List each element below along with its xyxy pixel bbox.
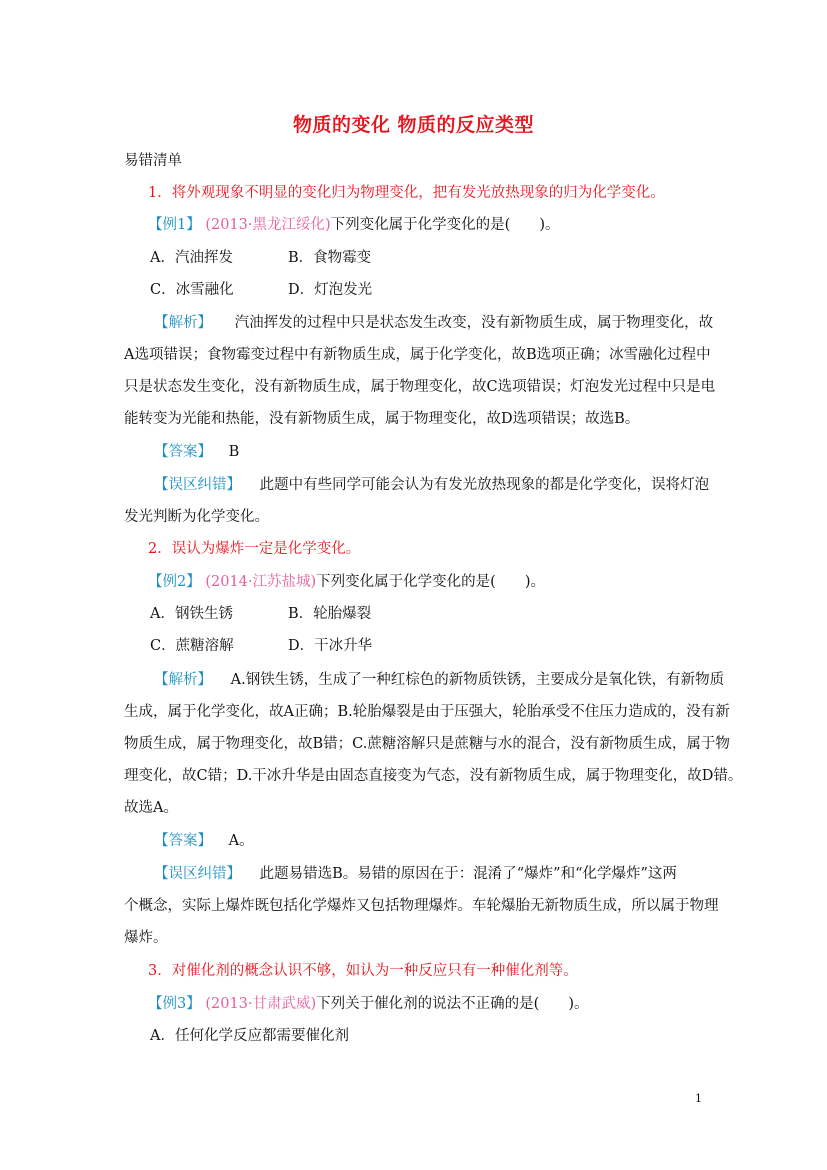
option-c: C．冰雪融化 [150,282,234,298]
item-1-analysis-line-1 [154,313,713,333]
item-2-analysis-line-2: 生成，属于化学变化，故A正确；B.轮胎爆裂是由于压强大，轮胎承受不住压力造成的，没有新 [124,704,730,720]
item-1-heading: 1．将外观现象不明显的变化归为物理变化，把有发光放热现象的归为化学变化。 [148,185,665,201]
option-a: A．钢铁生锈 [150,606,233,622]
answer-value: A。 [228,833,254,849]
option-d: D．干冰升华 [288,638,373,654]
example-question: 下列变化属于化学变化的是( )。 [330,217,560,233]
item-1-mistake-line-1 [154,475,709,495]
page-number: 1 [695,1092,702,1105]
analysis-tag: 【解析】 [154,672,212,688]
item-1-options-row-2 [150,280,372,300]
subtitle: 易错清单 [124,153,182,169]
option-d: D．灯泡发光 [288,282,373,298]
example-tag: 【例3】 [148,996,201,1012]
item-2-analysis-line-3: 物质生成，属于物理变化，故B错；C.蔗糖溶解只是蔗糖与水的混合，没有新物质生成，属于物 [124,736,730,752]
example-source: (2014·江苏盐城) [205,574,317,590]
example-tag: 【例1】 [148,217,201,233]
mistake-tag: 【误区纠错】 [154,866,241,882]
option-b: B．食物霉变 [288,250,372,266]
item-2-options-row-2 [150,636,372,656]
option-b: B．轮胎爆裂 [288,606,372,622]
answer-tag: 【答案】 [154,444,212,460]
item-1-analysis-line-2: A选项错误；食物霉变过程中有新物质生成，属于化学变化，故B选项正确；冰雪融化过程中 [124,347,711,363]
answer-value: B [228,444,240,460]
example-tag: 【例2】 [148,574,201,590]
page-title: 物质的变化 物质的反应类型 [292,114,535,136]
analysis-text: 汽油挥发的过程中只是状态发生改变，没有新物质生成，属于物理变化，故 [234,315,714,331]
item-3-options-row-1 [150,1026,349,1046]
item-3-heading: 3．对催化剂的概念认识不够，如认为一种反应只有一种催化剂等。 [148,963,578,979]
item-1-answer [154,442,239,462]
mistake-text: 此题中有些同学可能会认为有发光放热现象的都是化学变化，误将灯泡 [259,477,710,493]
option-c: C．蔗糖溶解 [150,638,234,654]
item-2-mistake-line-3: 爆炸。 [124,930,168,946]
analysis-text: A.钢铁生锈，生成了一种红棕色的新物质铁锈，主要成分是氧化铁，有新物质 [230,672,725,688]
example-question: 下列关于催化剂的说法不正确的是( )。 [316,996,589,1012]
option-a: A．任何化学反应都需要催化剂 [150,1028,349,1044]
item-2-analysis-line-5: 故选A。 [124,800,178,816]
item-2-mistake-line-1 [154,864,677,884]
option-a: A．汽油挥发 [150,250,233,266]
item-1-analysis-line-3: 只是状态发生变化，没有新物质生成，属于物理变化，故C选项错误；灯泡发光过程中只是电 [124,379,716,395]
analysis-tag: 【解析】 [154,315,212,331]
answer-tag: 【答案】 [154,833,212,849]
item-2-heading: 2．误认为爆炸一定是化学变化。 [148,541,361,557]
item-1-mistake-line-2: 发光判断为化学变化。 [124,509,269,525]
item-2-answer [154,831,254,851]
item-2-options-row-1 [150,604,371,624]
example-source: (2013·黑龙江绥化) [205,217,331,233]
item-1-example [148,215,560,235]
item-2-example [148,572,545,592]
mistake-tag: 【误区纠错】 [154,477,241,493]
item-2-analysis-line-4: 理变化，故C错；D.干冰升华是由固态直接变为气态，没有新物质生成，属于物理变化，故D错。 [124,768,743,784]
item-3-example [148,994,588,1014]
example-source: (2013·甘肃武威) [205,996,317,1012]
item-2-mistake-line-2: 个概念，实际上爆炸既包括化学爆炸又包括物理爆炸。车轮爆胎无新物质生成，所以属于物理 [124,898,719,914]
mistake-text: 此题易错选B。易错的原因在于：混淆了“爆炸”和“化学爆炸”这两 [259,866,677,882]
item-1-options-row-1 [150,248,371,268]
item-2-analysis-line-1 [154,670,724,690]
item-1-analysis-line-4: 能转变为光能和热能，没有新物质生成，属于物理变化，故D选项错误；故选B。 [124,411,640,427]
example-question: 下列变化属于化学变化的是( )。 [316,574,545,590]
